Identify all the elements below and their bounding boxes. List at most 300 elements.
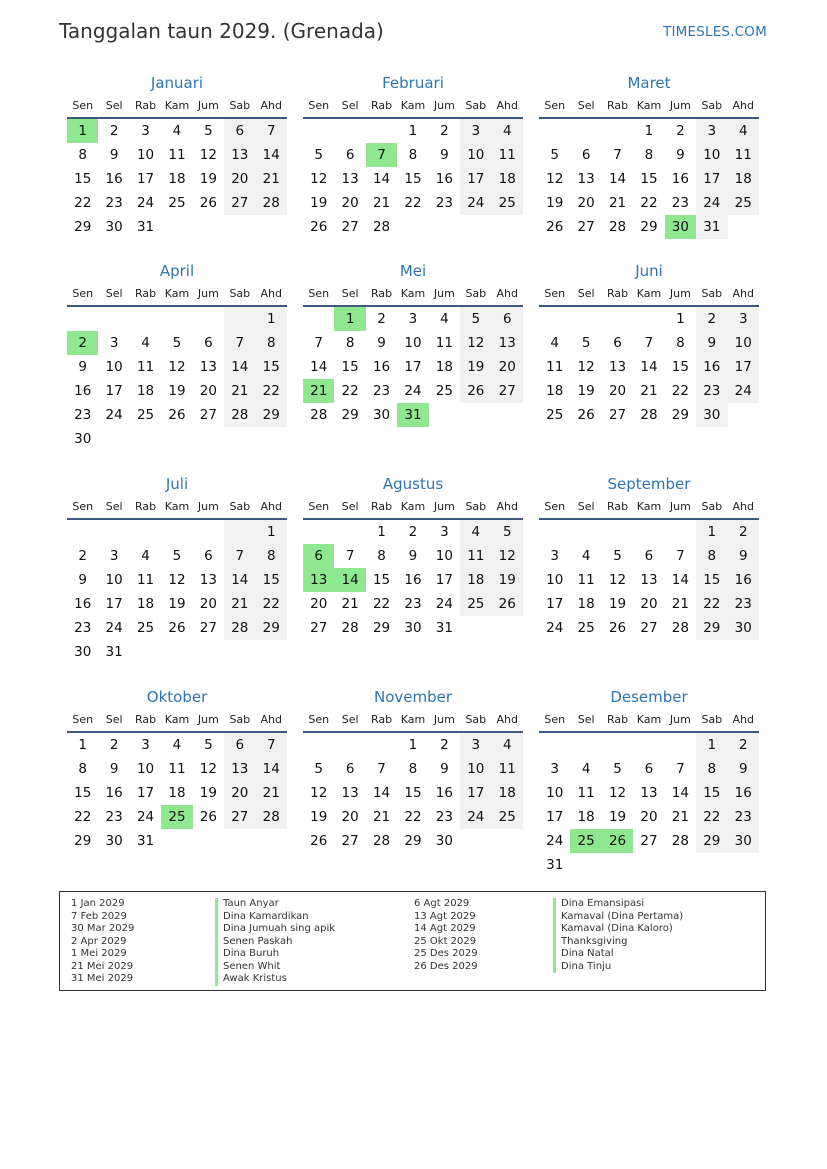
weekday-label: Sel: [577, 500, 595, 513]
empty-day-cell: [130, 640, 161, 664]
week-row: [67, 191, 287, 215]
weekday-label: Kam: [400, 99, 426, 112]
week-row: [67, 520, 287, 544]
weekday-label: Sel: [341, 99, 359, 112]
day-cell: 28: [608, 219, 627, 235]
holiday-name: Kamaval (Dina Pertama): [553, 911, 683, 924]
day-cell: 14: [256, 757, 287, 781]
day-cell: 9: [109, 147, 119, 163]
empty-day-cell: [539, 733, 570, 757]
day-cell: 11: [168, 761, 186, 777]
day-cell: 4: [172, 737, 182, 753]
day-cell: 29: [696, 616, 727, 640]
month-maret: [539, 73, 759, 239]
day-cell: 23: [435, 195, 453, 211]
day-cell: 6: [613, 335, 622, 351]
day-cell: 11: [728, 143, 759, 167]
day-cell: 30: [728, 829, 759, 853]
weekday-label: Sel: [577, 99, 595, 112]
day-cell: 12: [310, 171, 328, 187]
day-cell: 3: [141, 737, 150, 753]
day-cell: 24: [728, 379, 759, 403]
weekday-label: Sen: [544, 713, 566, 726]
day-cell: 14: [671, 785, 689, 801]
holiday-day-cell: 21: [303, 379, 334, 403]
day-cell: 27: [341, 833, 359, 849]
day-cell: 30: [404, 620, 422, 636]
week-row: [303, 403, 523, 427]
empty-day-cell: [67, 307, 98, 331]
day-cell: 10: [105, 572, 123, 588]
weekday-label: Sel: [341, 287, 359, 300]
day-cell: 19: [310, 195, 328, 211]
day-cell: 16: [696, 355, 727, 379]
weekday-label: Rab: [370, 99, 393, 112]
day-cell: 11: [492, 757, 523, 781]
empty-day-cell: [570, 733, 601, 757]
empty-day-cell: [193, 427, 224, 451]
weekday-header: [539, 95, 759, 119]
day-cell: 17: [696, 167, 727, 191]
empty-day-cell: [98, 520, 129, 544]
day-cell: 30: [74, 644, 92, 660]
day-cell: 7: [345, 548, 355, 564]
day-cell: 26: [310, 219, 328, 235]
empty-day-cell: [256, 640, 287, 664]
day-cell: 31: [105, 644, 123, 660]
day-cell: 22: [372, 596, 391, 612]
day-cell: 24: [460, 805, 491, 829]
day-cell: 8: [377, 548, 386, 564]
weekday-label: Rab: [134, 500, 157, 513]
weekday-label: Sab: [229, 287, 251, 300]
month-name: Desember: [610, 688, 688, 706]
day-cell: 9: [78, 359, 87, 375]
day-cell: 2: [408, 524, 418, 540]
day-cell: 5: [314, 147, 323, 163]
weekday-label: Rab: [606, 99, 629, 112]
day-cell: 6: [204, 548, 213, 564]
weekday-label: Ahd: [260, 287, 282, 300]
day-cell: 18: [577, 596, 595, 612]
day-cell: 3: [460, 119, 491, 143]
week-row: [67, 307, 287, 331]
empty-day-cell: [224, 307, 255, 331]
weekday-header: [67, 95, 287, 119]
month-september: [539, 474, 759, 640]
weekday-label: Sab: [701, 99, 723, 112]
weekday-label: Sab: [229, 500, 251, 513]
week-row: [539, 781, 759, 805]
day-cell: 23: [696, 379, 727, 403]
holiday-date: 25 Des 2029: [414, 948, 478, 959]
empty-day-cell: [303, 307, 334, 331]
day-cell: 10: [136, 147, 155, 163]
day-cell: 5: [613, 761, 622, 777]
day-cell: 16: [435, 171, 453, 187]
week-row: [539, 829, 759, 853]
weekday-label: Kam: [636, 99, 662, 112]
day-cell: 17: [136, 171, 155, 187]
day-cell: 18: [546, 383, 564, 399]
day-cell: 30: [74, 431, 92, 447]
day-cell: 20: [492, 355, 523, 379]
week-row: [67, 568, 287, 592]
empty-day-cell: [193, 215, 224, 239]
day-cell: 27: [577, 219, 595, 235]
week-row: [67, 355, 287, 379]
day-cell: 21: [608, 195, 627, 211]
day-cell: 8: [408, 761, 418, 777]
day-cell: 5: [314, 761, 323, 777]
day-cell: 6: [644, 548, 654, 564]
empty-day-cell: [130, 427, 161, 451]
day-cell: 12: [168, 359, 186, 375]
day-cell: 3: [408, 311, 418, 327]
weekday-label: Sel: [341, 713, 359, 726]
day-cell: 29: [640, 219, 658, 235]
day-cell: 27: [608, 407, 627, 423]
day-cell: 30: [435, 833, 453, 849]
day-cell: 25: [492, 805, 523, 829]
weekday-label: Ahd: [732, 713, 754, 726]
holiday-day-cell: 30: [665, 215, 696, 239]
week-row: [539, 592, 759, 616]
day-cell: 26: [577, 407, 595, 423]
weekday-label: Sab: [701, 287, 723, 300]
weekday-label: Ahd: [496, 713, 518, 726]
day-cell: 27: [640, 833, 658, 849]
weekday-label: Kam: [400, 287, 426, 300]
day-cell: 16: [74, 596, 92, 612]
day-cell: 30: [105, 219, 123, 235]
day-cell: 7: [256, 733, 287, 757]
empty-day-cell: [161, 215, 192, 239]
holiday-name: Dina Natal: [553, 948, 683, 961]
day-cell: 22: [696, 805, 727, 829]
day-cell: 6: [224, 733, 255, 757]
weekday-label: Sab: [701, 500, 723, 513]
weekday-label: Ahd: [496, 500, 518, 513]
day-cell: 4: [460, 520, 491, 544]
day-cell: 20: [341, 195, 359, 211]
holiday-name: Taun Anyar: [215, 898, 335, 911]
day-cell: 3: [550, 548, 559, 564]
month-name: Juli: [165, 475, 189, 493]
week-row: [67, 640, 287, 664]
day-cell: 26: [310, 833, 328, 849]
day-cell: 20: [640, 809, 658, 825]
week-row: [303, 331, 523, 355]
weekday-label: Kam: [636, 713, 662, 726]
day-cell: 12: [492, 544, 523, 568]
day-cell: 13: [199, 572, 217, 588]
weekday-label: Ahd: [496, 287, 518, 300]
weekday-label: Jum: [669, 287, 691, 300]
week-row: [67, 544, 287, 568]
day-cell: 26: [199, 195, 217, 211]
weekday-label: Sen: [544, 287, 566, 300]
day-cell: 6: [581, 147, 591, 163]
day-cell: 12: [608, 785, 627, 801]
day-cell: 18: [728, 167, 759, 191]
weekday-label: Rab: [370, 713, 393, 726]
day-cell: 20: [310, 596, 328, 612]
holiday-day-cell: 14: [334, 568, 365, 592]
holiday-name: Dina Tinju: [553, 961, 683, 974]
week-row: [303, 805, 523, 829]
day-cell: 21: [372, 195, 391, 211]
day-cell: 30: [105, 833, 123, 849]
empty-day-cell: [665, 520, 696, 544]
day-cell: 14: [256, 143, 287, 167]
day-cell: 26: [168, 407, 186, 423]
day-cell: 15: [671, 359, 689, 375]
day-cell: 24: [136, 809, 155, 825]
week-row: [67, 119, 287, 143]
empty-day-cell: [570, 307, 601, 331]
week-row: [303, 568, 523, 592]
empty-day-cell: [602, 853, 633, 877]
empty-day-cell: [492, 403, 523, 427]
holiday-date: 1 Jan 2029: [71, 898, 125, 909]
holiday-name: Dina Emansipasi: [553, 898, 683, 911]
day-cell: 12: [460, 331, 491, 355]
day-cell: 13: [608, 359, 627, 375]
day-cell: 29: [671, 407, 689, 423]
day-cell: 16: [105, 785, 123, 801]
day-cell: 20: [640, 596, 658, 612]
weekday-label: Sel: [105, 99, 123, 112]
day-cell: 3: [141, 123, 150, 139]
week-row: [303, 592, 523, 616]
day-cell: 15: [74, 171, 92, 187]
day-cell: 5: [492, 520, 523, 544]
weekday-label: Ahd: [260, 99, 282, 112]
empty-day-cell: [98, 427, 129, 451]
weekday-label: Sab: [465, 287, 487, 300]
brand-logo[interactable]: TIMESLES.COM: [663, 24, 767, 40]
holiday-day-cell: 26: [602, 829, 633, 853]
weekday-label: Jum: [197, 500, 219, 513]
holiday-date: 2 Apr 2029: [71, 935, 127, 947]
day-cell: 7: [314, 335, 323, 351]
week-row: [539, 215, 759, 239]
month-name: Maret: [627, 74, 671, 92]
week-row: [303, 379, 523, 403]
day-cell: 15: [404, 171, 422, 187]
day-cell: 16: [728, 568, 759, 592]
month-april: [67, 261, 287, 451]
day-cell: 18: [435, 359, 453, 375]
day-cell: 12: [577, 359, 595, 375]
day-cell: 9: [728, 544, 759, 568]
week-row: [539, 119, 759, 143]
month-name: Februari: [382, 74, 444, 92]
day-cell: 3: [460, 733, 491, 757]
empty-day-cell: [193, 520, 224, 544]
week-row: [67, 143, 287, 167]
day-cell: 15: [256, 568, 287, 592]
day-cell: 26: [199, 809, 217, 825]
day-cell: 29: [404, 833, 422, 849]
empty-day-cell: [429, 215, 460, 239]
holiday-day-cell: 25: [161, 805, 192, 829]
empty-day-cell: [665, 733, 696, 757]
day-cell: 12: [546, 171, 564, 187]
day-cell: 7: [224, 331, 255, 355]
day-cell: 24: [136, 195, 155, 211]
day-cell: 22: [74, 195, 92, 211]
month-agustus: [303, 474, 523, 640]
weekday-label: Sel: [105, 287, 123, 300]
weekday-label: Ahd: [496, 99, 518, 112]
day-cell: 25: [728, 191, 759, 215]
weekday-label: Kam: [636, 500, 662, 513]
day-cell: 19: [608, 596, 627, 612]
day-cell: 10: [105, 359, 123, 375]
day-cell: 24: [546, 620, 564, 636]
month-desember: [539, 687, 759, 877]
weekday-header: [303, 496, 523, 520]
holiday-list: [59, 891, 766, 991]
weekday-header: [67, 496, 287, 520]
day-cell: 1: [644, 123, 654, 139]
day-cell: 21: [224, 379, 255, 403]
weekday-label: Sen: [72, 287, 94, 300]
empty-day-cell: [633, 853, 664, 877]
day-cell: 19: [168, 596, 186, 612]
day-cell: 23: [404, 596, 422, 612]
day-cell: 19: [199, 785, 217, 801]
day-cell: 14: [310, 359, 328, 375]
empty-day-cell: [224, 427, 255, 451]
day-cell: 15: [256, 355, 287, 379]
day-cell: 1: [408, 737, 418, 753]
holiday-day-cell: 1: [334, 307, 365, 331]
day-cell: 25: [136, 407, 155, 423]
day-cell: 25: [460, 592, 491, 616]
day-cell: 8: [256, 544, 287, 568]
day-cell: 9: [440, 147, 449, 163]
day-cell: 16: [728, 781, 759, 805]
day-cell: 9: [440, 761, 449, 777]
empty-day-cell: [539, 307, 570, 331]
day-cell: 13: [640, 572, 658, 588]
week-row: [539, 191, 759, 215]
weekday-label: Sen: [72, 713, 94, 726]
weekday-label: Rab: [606, 500, 629, 513]
empty-day-cell: [696, 853, 727, 877]
week-row: [539, 568, 759, 592]
day-cell: 23: [728, 592, 759, 616]
day-cell: 7: [613, 147, 622, 163]
day-cell: 20: [199, 383, 217, 399]
week-row: [303, 733, 523, 757]
day-cell: 2: [728, 520, 759, 544]
weekday-label: Ahd: [260, 713, 282, 726]
week-row: [67, 403, 287, 427]
holiday-day-cell: 13: [303, 568, 334, 592]
empty-day-cell: [397, 215, 428, 239]
weekday-label: Jum: [669, 99, 691, 112]
day-cell: 19: [546, 195, 564, 211]
day-cell: 18: [168, 785, 186, 801]
day-cell: 27: [224, 805, 255, 829]
day-cell: 22: [404, 195, 422, 211]
day-cell: 28: [341, 620, 359, 636]
day-cell: 10: [136, 761, 155, 777]
holiday-name: Senen Paskah: [215, 936, 335, 949]
day-cell: 17: [460, 781, 491, 805]
day-cell: 4: [440, 311, 449, 327]
holiday-day-cell: 6: [303, 544, 334, 568]
week-row: [67, 829, 287, 853]
weekday-header: [539, 496, 759, 520]
day-cell: 7: [644, 335, 654, 351]
weekday-label: Ahd: [732, 500, 754, 513]
weekday-label: Jum: [433, 500, 455, 513]
day-cell: 4: [141, 335, 150, 351]
empty-day-cell: [334, 733, 365, 757]
empty-day-cell: [193, 640, 224, 664]
day-cell: 20: [577, 195, 595, 211]
empty-day-cell: [130, 307, 161, 331]
weekday-label: Sab: [465, 500, 487, 513]
day-cell: 7: [256, 119, 287, 143]
day-cell: 17: [728, 355, 759, 379]
day-cell: 12: [310, 785, 328, 801]
day-cell: 17: [435, 572, 453, 588]
week-row: [67, 331, 287, 355]
day-cell: 17: [105, 596, 123, 612]
weekday-header: [539, 709, 759, 733]
day-cell: 4: [172, 123, 182, 139]
day-cell: 22: [696, 592, 727, 616]
day-cell: 24: [435, 596, 453, 612]
day-cell: 22: [640, 195, 658, 211]
day-cell: 21: [671, 809, 689, 825]
holiday-date: 21 Mei 2029: [71, 960, 134, 972]
day-cell: 22: [256, 379, 287, 403]
day-cell: 13: [640, 785, 658, 801]
empty-day-cell: [633, 520, 664, 544]
weekday-label: Rab: [370, 287, 393, 300]
day-cell: 5: [204, 737, 213, 753]
day-cell: 17: [546, 809, 564, 825]
weekday-label: Sel: [341, 500, 359, 513]
week-row: [539, 805, 759, 829]
day-cell: 16: [435, 785, 453, 801]
day-cell: 2: [78, 548, 87, 564]
day-cell: 5: [581, 335, 591, 351]
weekday-label: Jum: [433, 287, 455, 300]
week-row: [303, 781, 523, 805]
day-cell: 2: [676, 123, 685, 139]
weekday-label: Kam: [164, 99, 190, 112]
day-cell: 23: [105, 195, 123, 211]
day-cell: 3: [109, 548, 119, 564]
day-cell: 8: [256, 331, 287, 355]
week-row: [539, 733, 759, 757]
empty-day-cell: [303, 733, 334, 757]
weekday-label: Jum: [669, 713, 691, 726]
holiday-name: Dina Jumuah sing apik: [215, 923, 335, 936]
day-cell: 14: [224, 568, 255, 592]
holiday-day-cell: 25: [570, 829, 601, 853]
weekday-label: Sab: [465, 99, 487, 112]
month-name: Mei: [399, 262, 427, 280]
